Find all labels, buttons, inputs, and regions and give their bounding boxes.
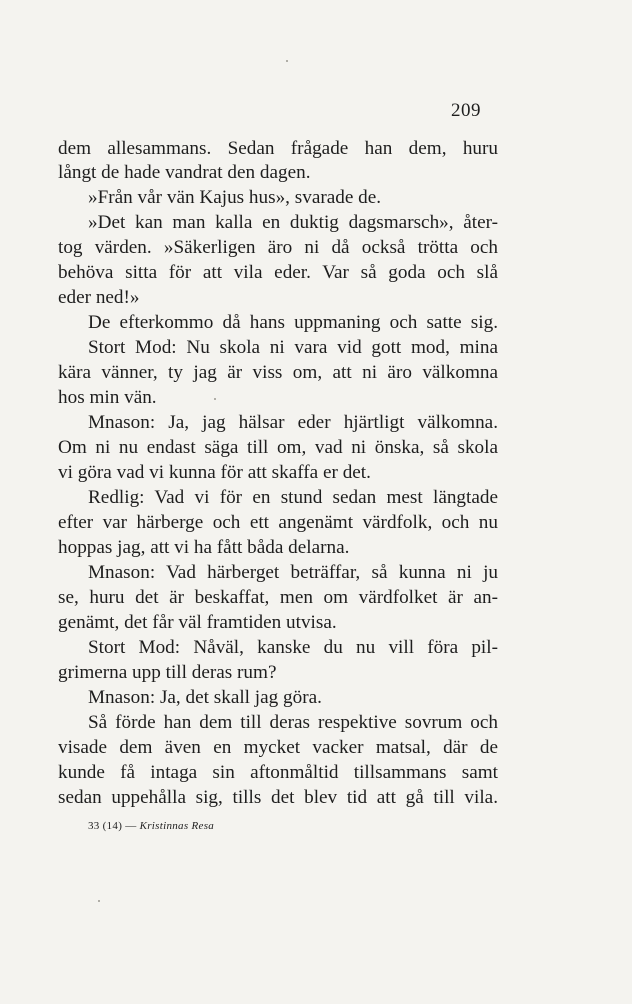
text-line: sedan uppehålla sig, tills det blev tid att gå till vila.: [58, 787, 498, 808]
text-line: långt de hade vandrat den dagen.: [58, 162, 311, 183]
text-line: Mnason: Ja, jag hälsar eder hjärtligt välkomna.: [88, 412, 498, 433]
text-line: efter var härberge och ett angenämt värdfolk, och nu: [58, 512, 498, 533]
text-line: hoppas jag, att vi ha fått båda delarna.: [58, 537, 350, 558]
text-line: eder ned!»: [58, 287, 140, 308]
text-line: grimerna upp till deras rum?: [58, 662, 277, 683]
text-line: De efterkommo då hans uppmaning och satte sig.: [88, 312, 498, 333]
text-line: »Från vår vän Kajus hus», svarade de.: [88, 187, 382, 208]
text-line: tog värden. »Säkerligen äro ni då också trötta och: [58, 237, 498, 258]
text-line: genämt, det får väl framtiden utvisa.: [58, 612, 337, 633]
paper-speck: [214, 398, 216, 400]
text-line: hos min vän.: [58, 387, 157, 408]
paper-speck: [286, 60, 288, 62]
text-line: Stort Mod: Nåväl, kanske du nu vill föra pil-: [88, 637, 498, 658]
printer-signature: [88, 820, 214, 832]
text-line: Mnason: Ja, det skall jag göra.: [88, 687, 322, 708]
text-line: Redlig: Vad vi för en stund sedan mest längtade: [88, 487, 498, 508]
text-line: behöva sitta för att vila eder. Var så goda och slå: [58, 262, 498, 283]
signature-title: Kristinnas Resa: [139, 820, 215, 832]
text-line: Så förde han dem till deras respektive sovrum och: [88, 712, 498, 733]
page-number: 209: [451, 100, 481, 121]
paper-speck: [98, 900, 100, 902]
text-line: visade dem även en mycket vacker matsal, där de: [58, 737, 498, 758]
text-line: kunde få intaga sin aftonmåltid tillsammans samt: [58, 762, 498, 783]
text-line: Om ni nu endast säga till om, vad ni önska, så skola: [58, 437, 498, 458]
text-line: Stort Mod: Nu skola ni vara vid gott mod, mina: [88, 337, 498, 358]
text-line: kära vänner, ty jag är viss om, att ni äro välkomna: [58, 362, 498, 383]
text-line: vi göra vad vi kunna för att skaffa er det.: [58, 462, 371, 483]
signature-mark: 33 (14) —: [88, 820, 137, 832]
text-line: se, huru det är beskaffat, men om värdfolket är an-: [58, 587, 498, 608]
text-line: »Det kan man kalla en duktig dagsmarsch», åter-: [88, 212, 498, 233]
text-line: dem allesammans. Sedan frågade han dem, huru: [58, 138, 498, 159]
text-line: Mnason: Vad härberget beträffar, så kunna ni ju: [88, 562, 498, 583]
